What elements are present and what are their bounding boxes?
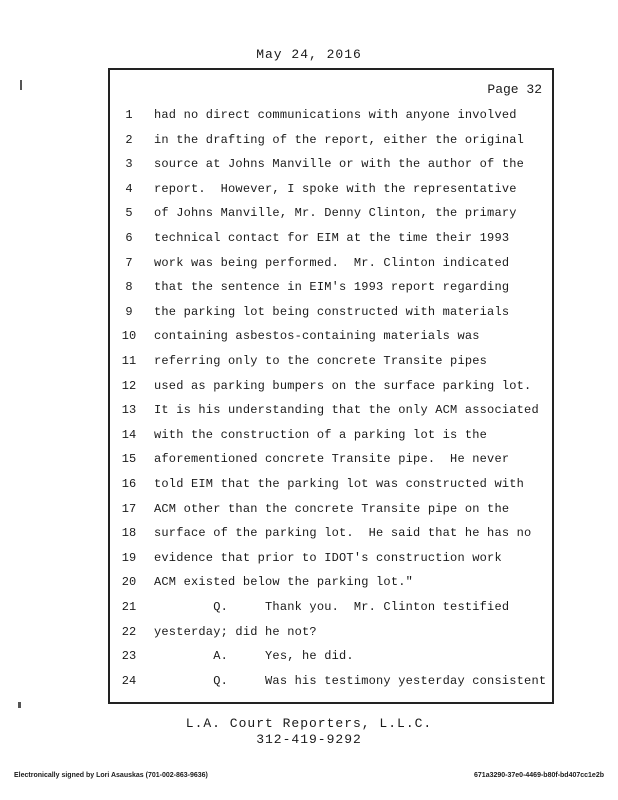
line-number: 4 [125, 181, 133, 196]
line-text: Q. Was his testimony yesterday consistent [154, 673, 547, 688]
line-number: 8 [125, 280, 133, 295]
line-text: source at Johns Manville or with the author of the [154, 157, 525, 172]
line-text: A. Yes, he did. [154, 649, 354, 664]
line-number: 5 [125, 206, 133, 221]
scan-mark [20, 80, 22, 90]
line-text: It is his understanding that the only ACM associated [154, 403, 539, 418]
line-text: with the construction of a parking lot is the [154, 427, 488, 442]
line-text: of Johns Manville, Mr. Denny Clinton, the primary [154, 206, 517, 221]
line-number: 22 [121, 624, 137, 639]
line-text: technical contact for EIM at the time their 1993 [154, 231, 510, 245]
line-text: report. However, I spoke with the representative [154, 181, 517, 196]
line-text: ACM other than the concrete Transite pipe on the [154, 501, 510, 516]
line-text: surface of the parking lot. He said that he has no [154, 526, 532, 541]
court-reporter-phone: 312-419-9292 [256, 732, 362, 747]
line-text: that the sentence in EIM's 1993 report regarding [154, 280, 510, 295]
line-number: 2 [125, 132, 133, 147]
line-text: yesterday; did he not? [154, 624, 317, 639]
line-number: 7 [125, 255, 133, 270]
line-number: 24 [121, 673, 137, 688]
line-text: aforementioned concrete Transite pipe. He never [154, 452, 510, 467]
line-text: work was being performed. Mr. Clinton indicated [154, 255, 510, 270]
line-text: told EIM that the parking lot was constructed with [154, 477, 525, 491]
line-number: 11 [121, 354, 137, 368]
line-number: 10 [121, 329, 137, 344]
line-number: 21 [121, 600, 137, 614]
line-number: 17 [121, 501, 137, 516]
line-text: had no direct communications with anyone involved [154, 108, 517, 122]
line-text: in the drafting of the report, either the original [154, 132, 525, 147]
line-number: 1 [125, 108, 133, 122]
line-number: 13 [121, 403, 137, 418]
line-number: 14 [121, 427, 137, 442]
line-text: Q. Thank you. Mr. Clinton testified [154, 600, 510, 614]
page-number: Page 32 [487, 82, 542, 97]
line-text: the parking lot being constructed with materials [154, 304, 510, 319]
line-number: 19 [121, 550, 137, 565]
line-text: used as parking bumpers on the surface parking lot. [154, 378, 532, 393]
court-reporter-name: L.A. Court Reporters, L.L.C. [185, 716, 433, 731]
document-hash: 671a3290-37e0-4469-b80f-bd407cc1e2b [474, 772, 604, 779]
transcript-page-frame [108, 68, 554, 704]
electronic-signature: Electronically signed by Lori Asauskas (701-002-863-9636) [14, 772, 208, 779]
line-number: 3 [125, 157, 133, 172]
line-number: 12 [121, 378, 137, 393]
line-text: evidence that prior to IDOT's construction work [154, 550, 502, 565]
line-number: 9 [125, 304, 133, 319]
line-text: ACM existed below the parking lot." [154, 575, 414, 590]
line-number: 20 [121, 575, 137, 590]
line-number: 6 [125, 231, 133, 245]
line-number: 15 [121, 452, 137, 467]
line-text: containing asbestos-containing materials was [154, 329, 480, 344]
line-number: 23 [121, 649, 137, 664]
line-text: referring only to the concrete Transite pipes [154, 354, 488, 368]
scan-mark [18, 702, 21, 708]
line-number: 16 [121, 477, 137, 491]
transcript-date: May 24, 2016 [256, 47, 362, 62]
line-number: 18 [121, 526, 137, 541]
